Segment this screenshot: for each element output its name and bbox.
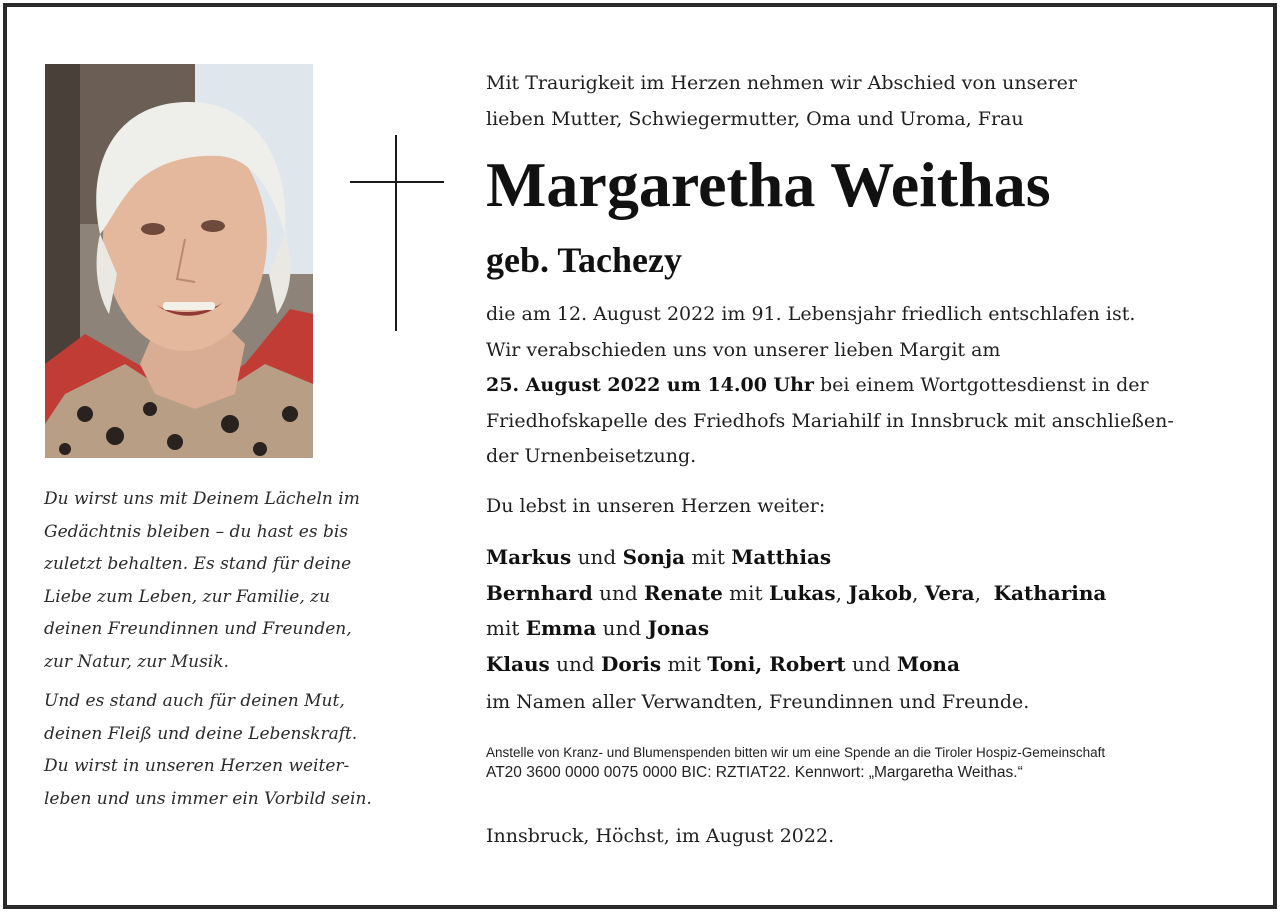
cross-icon [350,135,444,331]
family-list [486,540,1106,682]
intro-line-1: Mit Traurigkeit im Herzen nehmen wir Abschied von unserer [486,72,1077,94]
portrait-photo [45,64,313,458]
place-date [486,825,834,847]
connector: mit [486,616,526,640]
details-line-4: Friedhofskapelle des Friedhofs Mariahilf in Innsbruck mit anschließen- [486,409,1174,432]
family-name: Emma [525,616,597,640]
quote-line: Liebe zum Leben, zur Familie, zu [44,586,331,607]
quote-line: Gedächtnis bleiben – du hast es bis [44,521,348,542]
family-name: Matthias [731,545,832,569]
family-row [486,647,1106,683]
connector: und [571,545,623,569]
family-name: Doris [601,651,662,676]
details-line-2: Wir verabschieden uns von unserer lieben Margit am [486,338,1001,361]
connector: mit [722,580,769,605]
obituary-notice [3,3,1277,909]
quote-line: Du wirst in unseren Herzen weiter- [44,756,350,776]
deceased-name: Margaretha Weithas [486,149,1051,220]
family-row [486,540,1106,576]
family-name: Katharina [993,580,1107,605]
on-behalf-text: im Namen aller Verwandten, Freundinnen und Freunde. [486,691,1030,713]
quote-line: zuletzt behalten. Es stand für deine [44,554,352,574]
connector: , [911,580,925,605]
maiden-name: geb. Tachezy [486,240,683,280]
on-behalf-line [486,691,1029,713]
connector: und [592,580,645,605]
place-date-text: Innsbruck, Höchst, im August 2022. [486,825,835,847]
family-name: Jonas [647,616,710,640]
connector: , [974,580,994,605]
details-line-3-rest: bei einem Wortgottesdienst in der [813,374,1149,396]
connector: und [845,651,897,676]
quote-line: deinen Freundinnen und Freunden, [44,619,352,639]
donation-line-2: AT20 3600 0000 0075 0000 BIC: RZTIAT22. Kennwort: „Margaretha Weithas.“ [486,764,1023,781]
details-line-1: die am 12. August 2022 im 91. Lebensjahr friedlich entschlafen ist. [486,303,1136,325]
funeral-details [486,297,1174,475]
service-date: 25. August 2022 um 14.00 Uhr [486,374,814,396]
details-line-3 [486,368,1174,404]
quote-line: deinen Fleiß und deine Lebenskraft. [44,723,358,744]
family-name: Renate [644,580,723,605]
farewell-text: Du lebst in unseren Herzen weiter: [486,495,826,517]
farewell-line [486,495,825,517]
quote-stanza-1 [44,483,384,678]
quote-line: leben und uns immer ein Vorbild sein. [44,788,372,809]
family-row [486,576,1106,612]
connector: mit [661,651,708,676]
family-name: Sonja [622,545,686,569]
family-name: Mona [896,651,960,676]
family-name: Klaus [486,651,550,676]
quote-line: Und es stand auch für deinen Mut, [44,691,345,711]
details-line-5: der Urnenbeisetzung. [486,445,697,467]
connector: , [835,580,849,605]
intro-text [486,65,1246,137]
family-name: Vera [924,580,975,605]
quote-stanza-2 [44,685,384,815]
connector: mit [685,545,732,569]
family-name: Bernhard [486,580,593,605]
family-name: Toni, Robert [707,651,846,676]
donation-line-1: Anstelle von Kranz- und Blumenspenden bitten wir um eine Spende an die Tiroler Hospiz-Gemeinschaft [486,745,1106,760]
family-row [486,611,1106,647]
intro-line-2: lieben Mutter, Schwiegermutter, Oma und Uroma, Frau [486,108,1024,130]
quote-line: zur Natur, zur Musik. [44,651,229,672]
connector: und [549,651,602,676]
connector: und [596,616,648,640]
donation-note [486,743,1105,783]
family-name: Markus [486,545,572,569]
quote-line: Du wirst uns mit Deinem Lächeln im [44,489,360,509]
family-name: Jakob [848,580,912,605]
family-name: Lukas [768,580,836,605]
